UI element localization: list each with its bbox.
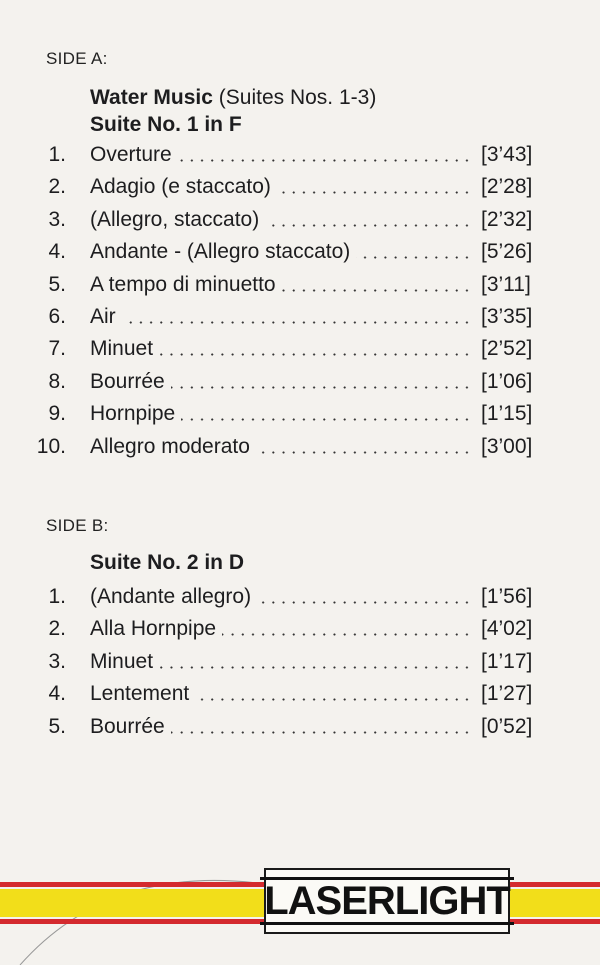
laserlight-logo	[264, 868, 510, 934]
track-title: (Allegro, staccato)	[90, 207, 260, 231]
track-number: 4.	[48, 682, 66, 706]
track-duration: [3’35]	[481, 305, 533, 328]
side-b-label: SIDE B:	[46, 516, 109, 535]
track-number: 8.	[48, 369, 66, 393]
track-row	[0, 171, 600, 203]
track-row	[0, 581, 600, 613]
track-row	[0, 204, 600, 236]
track-duration: [3’43]	[481, 143, 533, 166]
track-row	[0, 646, 600, 678]
side-a-label: SIDE A:	[46, 49, 108, 68]
track-duration: [1’17]	[481, 649, 533, 673]
track-duration: [2’32]	[481, 207, 533, 231]
track-number: 7.	[48, 337, 66, 361]
track-row	[0, 431, 600, 463]
track-number: 9.	[48, 402, 66, 426]
track-duration: [0’52]	[481, 714, 533, 738]
track-row	[0, 139, 600, 171]
track-title: Lentement	[90, 682, 190, 706]
track-title: Minuet	[90, 649, 154, 673]
track-number: 3.	[48, 207, 66, 231]
dot-leader	[159, 666, 472, 669]
track-title: Air	[90, 305, 116, 328]
side-b-heading	[90, 549, 244, 576]
track-duration: [1’56]	[481, 585, 533, 608]
dot-leader	[256, 451, 472, 454]
dot-leader	[171, 386, 472, 389]
track-title: Andante - (Allegro staccato)	[90, 240, 351, 264]
track-duration: [2’52]	[481, 337, 533, 361]
dot-leader	[222, 633, 472, 636]
suite-1-title: Suite No. 1 in F	[90, 113, 242, 136]
dot-leader	[277, 191, 472, 194]
track-number: 5.	[48, 714, 66, 738]
dot-leader	[195, 698, 472, 701]
track-number: 10.	[36, 434, 66, 458]
work-title: Water Music	[90, 86, 213, 109]
track-row	[0, 301, 600, 333]
track-row	[0, 333, 600, 365]
dot-leader	[122, 321, 472, 324]
track-number: 2.	[48, 175, 66, 199]
side-a-heading	[90, 84, 376, 138]
track-title: A tempo di minuetto	[90, 272, 276, 296]
track-title: Overture	[90, 143, 172, 166]
dot-leader	[257, 601, 472, 604]
track-duration: [1’15]	[481, 402, 533, 426]
dot-leader	[265, 224, 472, 227]
track-number: 1.	[48, 585, 66, 608]
suite-2-title: Suite No. 2 in D	[90, 551, 245, 574]
track-row	[0, 678, 600, 710]
track-title: Minuet	[90, 337, 154, 361]
track-title: Adagio (e staccato)	[90, 175, 271, 199]
dot-leader	[178, 159, 472, 162]
track-number: 4.	[48, 240, 66, 264]
track-number: 6.	[48, 305, 66, 328]
track-duration: [1’27]	[481, 682, 533, 706]
dot-leader	[181, 418, 472, 421]
track-duration: [2’28]	[481, 175, 533, 199]
track-row	[0, 711, 600, 743]
track-row	[0, 398, 600, 430]
track-duration: [4’02]	[481, 617, 533, 641]
dot-leader	[159, 353, 472, 356]
track-title: Hornpipe	[90, 402, 176, 426]
logo-band	[0, 868, 600, 940]
track-title: Allegro moderato	[90, 434, 250, 458]
track-number: 3.	[48, 649, 66, 673]
dot-leader	[356, 256, 472, 259]
track-duration: [5’26]	[481, 240, 533, 264]
track-row	[0, 236, 600, 268]
track-title: Alla Hornpipe	[90, 617, 217, 641]
track-row	[0, 269, 600, 301]
track-title: Bourrée	[90, 714, 165, 738]
track-title: Bourrée	[90, 369, 165, 393]
track-number: 5.	[48, 272, 66, 296]
track-duration: [3’00]	[481, 434, 533, 458]
track-row	[0, 366, 600, 398]
dot-leader	[282, 289, 472, 292]
track-number: 2.	[48, 617, 66, 641]
dot-leader	[171, 731, 472, 734]
logo-text: LASERLIGHT	[260, 877, 514, 925]
track-duration: [1’06]	[481, 369, 533, 393]
track-number: 1.	[48, 143, 66, 166]
track-duration: [3’11]	[481, 272, 531, 296]
track-row	[0, 613, 600, 645]
work-subtitle: (Suites Nos. 1-3)	[218, 86, 377, 109]
track-title: (Andante allegro)	[90, 585, 252, 608]
